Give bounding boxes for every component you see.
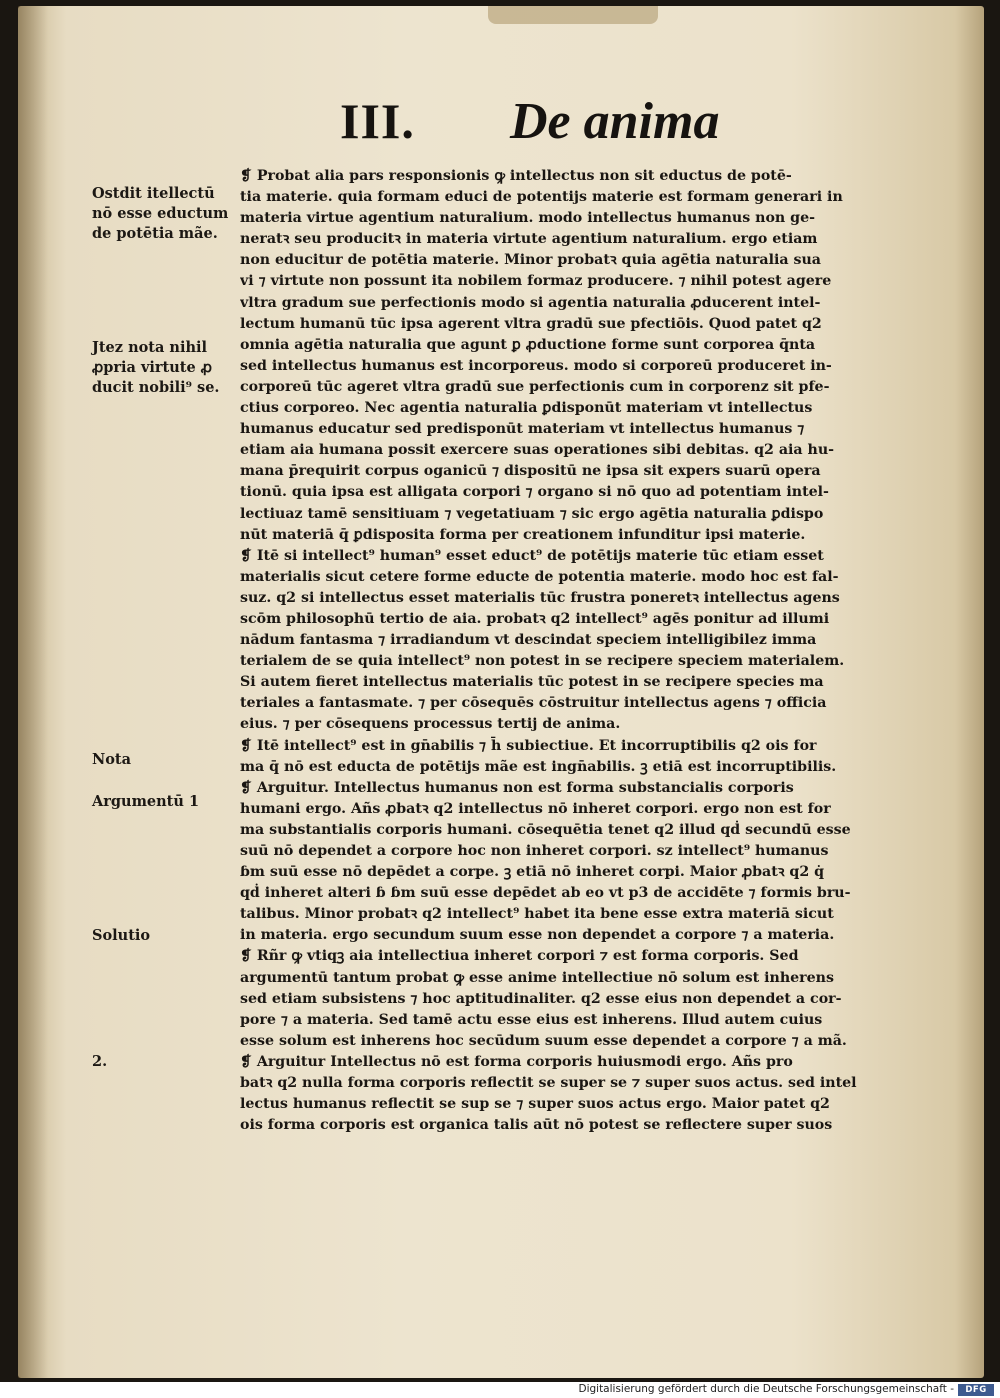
text-line: terialem de se quia intellect⁹ non potest in se recipere speciem materialem. <box>240 653 845 670</box>
text-line: nādum fantasma ⁊ irradiandum vt descindat speciem intelligibilez imma <box>240 632 817 649</box>
margin-note: 2. <box>92 1053 108 1070</box>
gutter-shadow <box>18 6 48 1378</box>
text-line: humani ergo. Añs ꝓbatꝛ q2 intellectus nō inheret corpori. ergo non est for <box>240 800 831 817</box>
paper-tab <box>488 6 658 24</box>
text-line: humanus educatur sed predisponūt materiam vt intellectus humanus ⁊ <box>240 421 805 438</box>
text-line: argumentū tantum probat ꝙ esse anime intellectiue nō solum est inherens <box>240 969 834 986</box>
body-text-column <box>240 166 880 1136</box>
text-line: eius. ⁊ per cōsequens processus tertij de anima. <box>240 716 621 733</box>
margin-note: Ostdit itellectū nō esse eductum de potētia mãe. <box>92 185 229 242</box>
text-line: lectus humanus reflectit se sup se ⁊ super suos actus ergo. Maior patet q2 <box>240 1096 830 1113</box>
text-line: suū nō dependet a corpore hoc non inheret corpori. sz intellect⁹ humanus <box>240 843 829 859</box>
text-line: lectum humanū tūc ipsa agerent vltra gradū sue pfectiōis. Quod patet q2 <box>240 315 822 332</box>
text-line: ctius corporeo. Nec agentia naturalia ꝑdisponūt materiam vt intellectus <box>240 400 813 417</box>
text-line: ois forma corporis est organica talis aūt nō potest se reflectere super suos <box>240 1117 833 1134</box>
text-line: ❡ Probat alia pars responsionis ꝙ intellectus non sit eductus de potē- <box>240 168 792 184</box>
running-title: De anima <box>510 93 720 150</box>
text-line: suz. q2 si intellectus esset materialis tūc frustra poneretꝛ intellectus agens <box>240 589 840 606</box>
text-line: corporeū tūc ageret vltra gradū sue perfectionis cum in corporenz sit pfe- <box>240 378 830 395</box>
margin-note: Argumentū 1 <box>92 793 200 810</box>
text-line: ma substantialis corporis humani. cōsequētia tenet q2 illud qḋ secundū esse <box>240 821 851 838</box>
text-line: neratꝛ seu producitꝛ in materia virtute agentium naturalium. ergo etiam <box>240 231 818 248</box>
text-line: materialis sicut cetere forme educte de potentia materie. modo hoc est fal- <box>240 568 839 585</box>
text-line: Si autem fieret intellectus materialis tūc potest in se recipere species ma <box>240 674 824 691</box>
text-line: nūt materiā q̄ ꝑdisposita forma per creationem infunditur ipsi materie. <box>240 526 806 543</box>
text-line: esse solum est inherens hoc secūdum suum esse dependet a corpore ⁊ a mã. <box>240 1032 847 1049</box>
text-line: sed intellectus humanus est incorporeus. modo si corporeū produceret in- <box>240 357 832 374</box>
text-line: teriales a fantasmate. ⁊ per cōsequēs cōstruitur intellectus agens ⁊ officia <box>240 695 827 712</box>
text-line: batꝛ q2 nulla forma corporis reflectit se super se ⁊ super suos actus. sed intel <box>240 1075 857 1092</box>
text-line: tionū. quia ipsa est alligata corpori ⁊ organo si nō quo ad potentiam intel- <box>240 484 829 501</box>
text-line: etiam aia humana possit exercere suas operationes sibi debitas. q2 aia hu- <box>240 442 835 459</box>
text-line: scōm philosophū tertio de aia. probatꝛ q2 intellect⁹ agēs ponitur ad illumi <box>240 610 830 627</box>
text-line: ❡ Itē si intellect⁹ human⁹ esset educt⁹ de potētijs materie tūc etiam esset <box>240 547 824 564</box>
digitization-credit: Digitalisierung gefördert durch die Deutsche Forschungsgemeinschaft - <box>578 1383 954 1395</box>
text-line: materia virtue agentium naturalium. modo intellectus humanus non ge- <box>240 210 815 227</box>
text-line: ❡ Itē intellect⁹ est in gn̄abilis ⁊ h̄ subiectiue. Et incorruptibilis q2 ois for <box>240 737 817 754</box>
folio-number: III. <box>340 93 415 149</box>
text-line: vi ⁊ virtute non possunt ita nobilem formaz producere. ⁊ nihil potest agere <box>240 273 832 290</box>
text-line: ❡ Arguitur Intellectus nō est forma corporis huiusmodi ergo. Añs pro <box>240 1053 793 1070</box>
text-line: mana p̄requirit corpus oganicū ⁊ dispositū ne ipsa sit expers suarū opera <box>240 463 821 480</box>
text-line: ❡ Rñr ꝙ vtiqꝫ aia intellectiua inheret corpori ⁊ est forma corporis. Sed <box>240 948 799 965</box>
text-line: sed etiam subsistens ⁊ hoc aptitudinaliter. q2 esse eius non dependet a cor- <box>240 990 842 1007</box>
text-line: ❡ Arguitur. Intellectus humanus non est forma substancialis corporis <box>240 779 794 796</box>
text-line: lectiuaz tamē sensitiuam ⁊ vegetatiuam ⁊ sic ergo agētia naturalia ꝑdispo <box>240 505 824 522</box>
text-line: vltra gradum sue perfectionis modo si agentia naturalia ꝓducerent intel- <box>240 294 821 311</box>
text-line: in materia. ergo secundum suum esse non dependet a corpore ⁊ a materia. <box>240 927 835 944</box>
dfg-logo: DFG <box>958 1384 994 1396</box>
text-line: tia materie. quia formam educi de potentijs materie est formam generari in <box>240 189 843 206</box>
text-line: omnia agētia naturalia que agunt ꝑ ꝓductione forme sunt corporea q̄nta <box>240 336 816 353</box>
margin-note: Jtez nota nihil ꝓpria virtute ꝓ ducit nobili⁹ se. <box>92 339 220 396</box>
margin-note: Nota <box>92 751 132 768</box>
text-line: talibus. Minor probatꝛ q2 intellect⁹ habet ita bene esse extra materiā sicut <box>240 906 834 923</box>
text-line: ma q̄ nō est educta de potētijs mãe est ingn̄abilis. ꝫ etiā est incorruptibilis. <box>240 758 837 775</box>
margin-note: Solutio <box>92 927 151 944</box>
text-line: ɓm suū esse nō depēdet a corpe. ꝫ etiā nō inheret corpi. Maior ꝓbatꝛ q2 q̇ <box>240 864 825 881</box>
text-line: qḋ inheret alteri ɓ ɓm suū esse depēdet ab eo vt p3 de accidēte ⁊ formis bru- <box>240 885 851 902</box>
text-line: non educitur de potētia materie. Minor probatꝛ quia agētia naturalia sua <box>240 252 821 269</box>
text-line: pore ⁊ a materia. Sed tamē actu esse eius est inherens. Illud autem cuius <box>240 1011 823 1028</box>
